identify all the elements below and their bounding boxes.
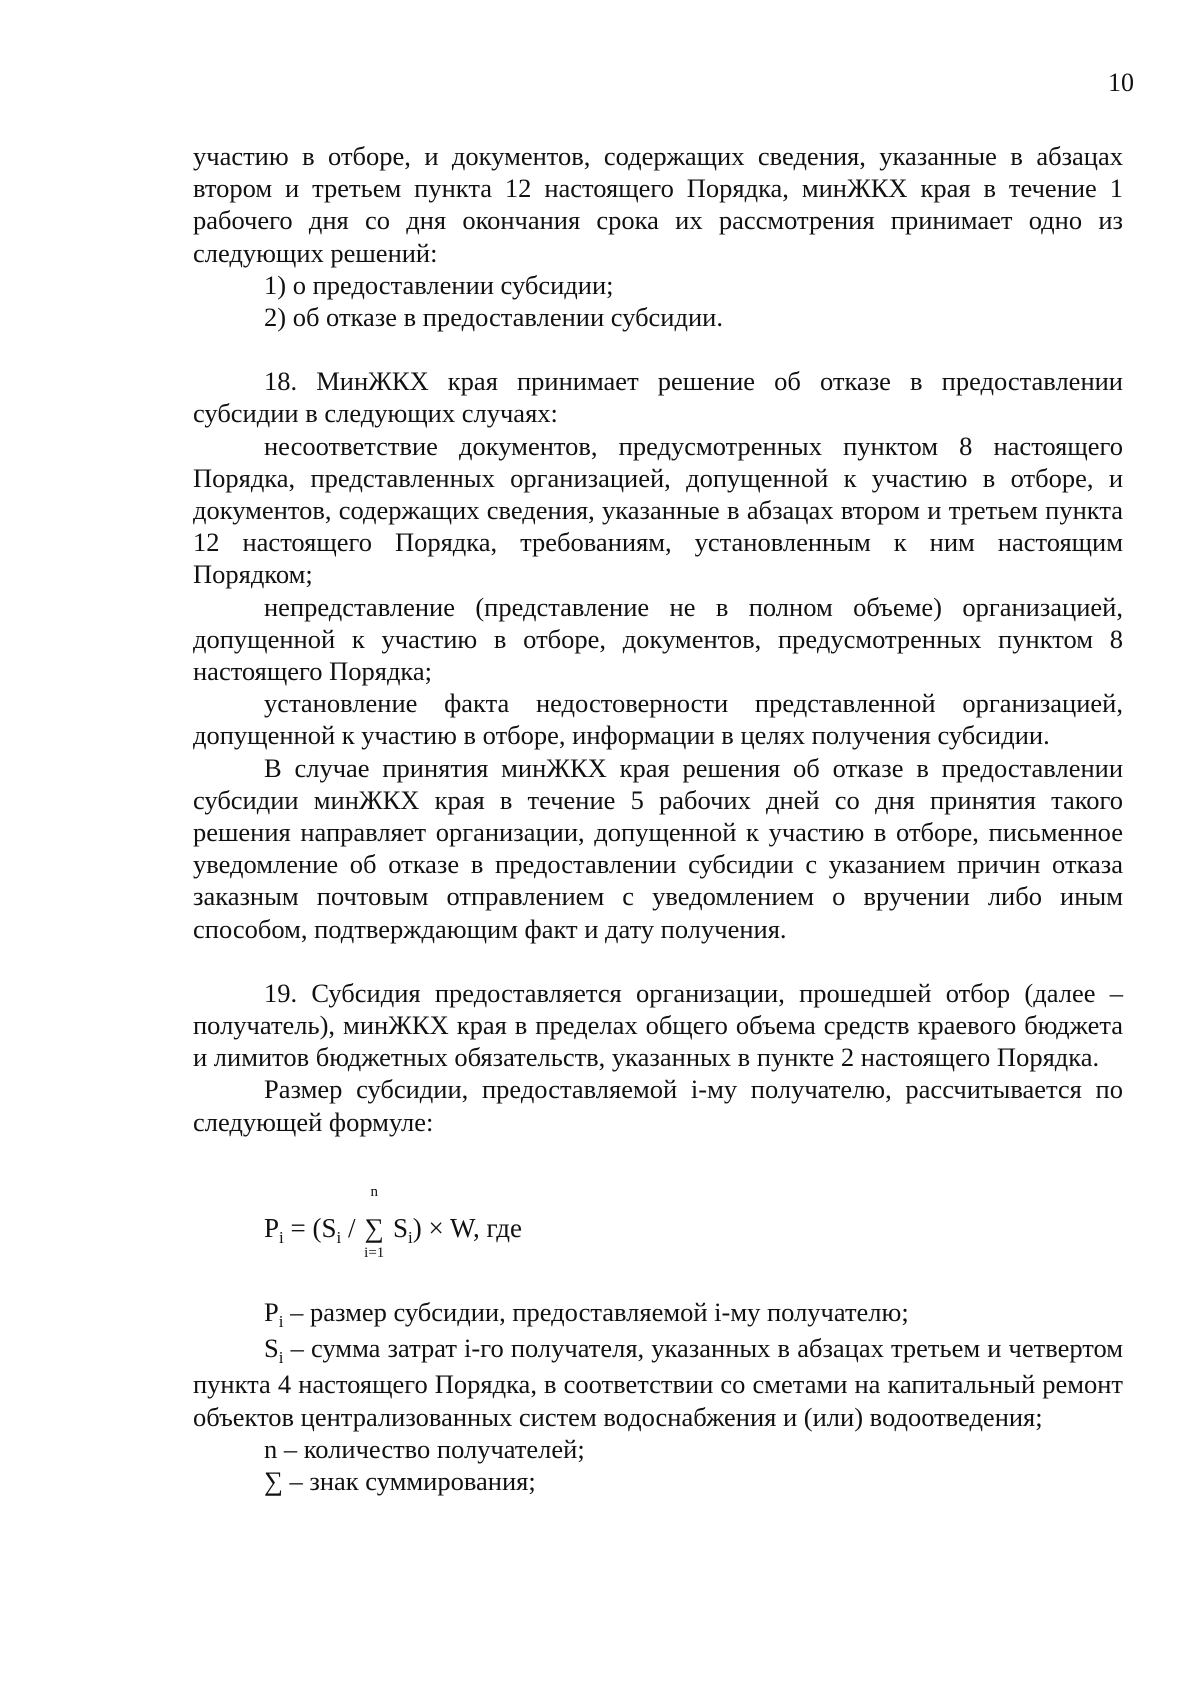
definition-text: ∑ – знак суммирования; — [264, 1465, 536, 1496]
definition-item — [193, 1433, 1123, 1465]
definition-text: – размер субсидии, предоставляемой i-му получателю; — [283, 1296, 909, 1327]
refusal-notice: В случае принятия минЖКХ края решения об отказе в предоставлении субсидии минЖКХ края в течение 5 рабочих дней со дня принятия такого решения направляет организации, допущенной к участию в отборе, письменное уведомление об отказе в предоставлении субсидии с указанием причин отказа заказным почтовым отправлением с уведомлением о вручении либо иным способом, подтверждающим факт и дату получения. — [193, 752, 1123, 944]
formula-subscript: i — [408, 1227, 413, 1247]
formula-intro: Размер субсидии, предоставляемой i-му получателю, рассчитывается по следующей формуле: — [193, 1074, 1123, 1137]
definition-subscript: i — [278, 1311, 284, 1331]
sum-lower-limit: i=1 — [364, 1244, 385, 1261]
definition-item — [193, 1332, 1123, 1433]
intro-paragraph: участию в отборе, и документов, содержащих сведения, указанные в абзацах втором и третьем пункта 12 настоящего Порядка, минЖКХ края в течение 1 рабочего дня со дня окончания срока их рассмотрения принимает одно из следующих решений: — [193, 141, 1123, 268]
paragraph-gap — [193, 945, 1123, 977]
formula-line — [264, 1183, 522, 1261]
formula-eq: = (S — [283, 1212, 337, 1243]
sigma-symbol: ∑ — [364, 1212, 384, 1243]
sum-operator — [362, 1183, 386, 1261]
definition-subscript: i — [278, 1348, 284, 1368]
definition-item — [193, 1296, 1123, 1332]
decision-item: 2) об отказе в предоставлении субсидии. — [264, 302, 723, 333]
refusal-case: установление факта недостоверности представленной организацией, допущенной к участию в отборе, информации в целях получения субсидии. — [193, 688, 1123, 751]
page-number: 10 — [1108, 68, 1134, 97]
formula-p: P — [264, 1212, 280, 1243]
definition-text: n – количество получателей; — [264, 1433, 585, 1464]
formula-subscript: i — [336, 1227, 342, 1247]
formula-subscript: i — [279, 1227, 284, 1247]
formula-slash: / — [341, 1212, 363, 1243]
document-body — [193, 140, 1123, 1497]
refusal-case: несоответствие документов, предусмотренных пунктом 8 настоящего Порядка, представленных организацией, допущенной к участию в отборе, и документов, содержащих сведения, указанные в абзацах втором и третьем пункта 12 настоящего Порядка, требованиям, установленным к ним настоящим Порядком; — [193, 430, 1123, 590]
definition-text: – сумма затрат i-го получателя, указанных в абзацах третьем и четвертом пункта 4 настоящего Порядка, в соответствии со сметами на капитальный ремонт объектов централизованных систем водоснабжения и (или) водоотведения; — [193, 1333, 1123, 1432]
formula-s: S — [386, 1212, 409, 1243]
decision-item: 1) о предоставлении субсидии; — [264, 269, 614, 300]
definition-symbol: P — [264, 1296, 279, 1327]
paragraph-gap — [193, 333, 1123, 365]
formula-tail: ) × W, где — [412, 1212, 522, 1243]
sum-upper-limit: n — [370, 1183, 378, 1200]
subsidy-formula — [264, 1176, 684, 1268]
section-19-heading: 19. Субсидия предоставляется организации, прошедшей отбор (далее – получатель), минЖКХ края в пределах общего объема средств краевого бюджета и лимитов бюджетных обязательств, указанных в пункте 2 настоящего Порядка. — [193, 977, 1123, 1073]
section-18-heading: 18. МинЖКХ края принимает решение об отказе в предоставлении субсидии в следующих случаях: — [193, 366, 1123, 429]
refusal-case: непредставление (представление не в полном объеме) организацией, допущенной к участию в отборе, документов, предусмотренных пунктом 8 настоящего Порядка; — [193, 591, 1123, 687]
formula-definitions — [193, 1296, 1123, 1497]
definition-item — [193, 1465, 1123, 1497]
definition-symbol: S — [264, 1333, 279, 1364]
